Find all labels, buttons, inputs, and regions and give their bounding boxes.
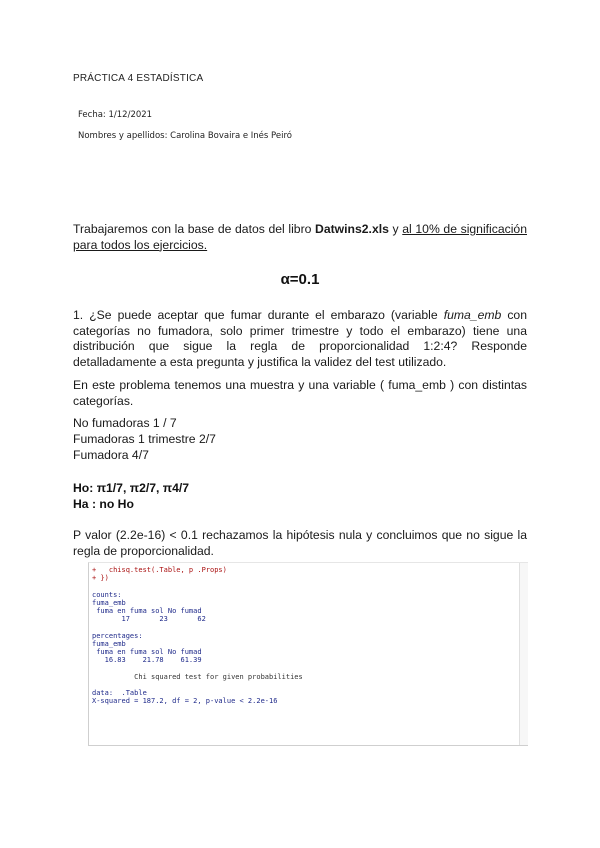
dataset-name: Datwins2.xls <box>315 222 389 236</box>
console-line: + chisq.test(.Table, p .Props) <box>92 566 227 574</box>
category-line: Fumadora 4/7 <box>73 448 149 462</box>
console-line: X-squared = 187.2, df = 2, p-value < 2.2e-16 <box>92 697 278 706</box>
date-line: Fecha: 1/12/2021 <box>78 110 153 120</box>
question-text-a: 1. ¿Se puede aceptar que fumar durante el embarazo (variable <box>73 308 444 322</box>
conclusion-paragraph: P valor (2.2e-16) < 0.1 rechazamos la hipótesis nula y concluimos que no sigue la regla de proporcionalidad. <box>73 528 527 558</box>
console-line: + }) <box>92 574 109 583</box>
console-line: data: .Table <box>92 689 147 697</box>
explanation-paragraph: En este problema tenemos una muestra y una variable ( fuma_emb ) con distintas categorías. <box>73 378 527 408</box>
r-console-output <box>88 562 528 746</box>
null-hypothesis: Ho: π1/7, π2/7, π4/7 <box>73 481 190 495</box>
console-line: fuma en fuma sol No fumad <box>92 607 202 615</box>
intro-text-1: Trabajaremos con la base de datos del libro <box>73 222 316 236</box>
console-line: Chi squared test for given probabilities <box>92 672 303 681</box>
question-text-c: con categorías no fumadora, solo primer trimestre y todo el embarazo) tiene una distribución que sigue la regla de proporcionalidad 1:2:4? Responde detalladamente a esta pregunta y justifica la validez del test utilizado. <box>73 308 527 369</box>
console-line: 17 23 62 <box>92 615 206 624</box>
console-line: 16.83 21.78 61.39 <box>92 656 202 665</box>
authors-line: Nombres y apellidos: Carolina Bovaira e Inés Peiró <box>78 131 292 141</box>
variable-name: fuma_emb <box>443 308 502 322</box>
console-line: percentages: <box>92 631 143 640</box>
alternative-hypothesis: Ha : no Ho <box>73 497 134 511</box>
console-line: fuma en fuma sol No fumad <box>92 648 202 656</box>
intro-text-3: y <box>388 222 403 236</box>
document-title: PRÁCTICA 4 ESTADÍSTICA <box>73 73 204 84</box>
category-line: No fumadoras 1 / 7 <box>73 416 177 430</box>
console-scrollbar[interactable] <box>519 563 528 745</box>
console-line: fuma_emb <box>92 639 126 648</box>
console-line: fuma_emb <box>92 598 126 607</box>
console-line: counts: <box>92 590 122 599</box>
alpha-heading: α=0.1 <box>280 271 320 288</box>
question-paragraph <box>73 308 527 370</box>
significance-note: al 10% de significación para todos los ejercicios. <box>73 222 527 252</box>
category-line: Fumadoras 1 trimestre 2/7 <box>73 432 216 446</box>
intro-paragraph <box>73 222 527 253</box>
